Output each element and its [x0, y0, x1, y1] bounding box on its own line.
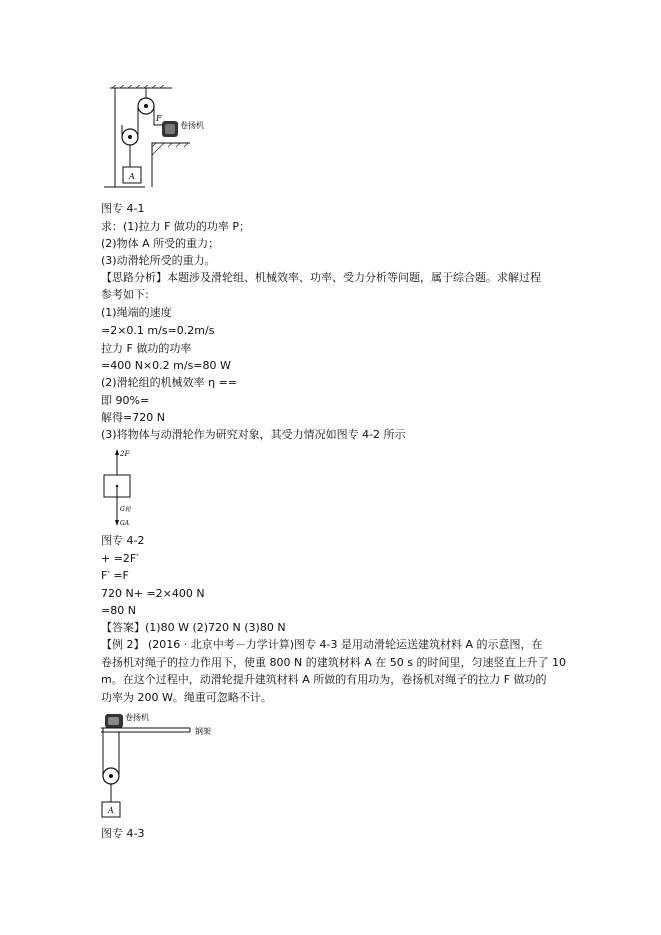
text-line: (2)物体 A 所受的重力； — [101, 237, 220, 250]
text-line: 卷扬机对绳子的拉力作用下，使重 800 N 的建筑材料 A 在 50 s 的时间里，匀速竖直上升了 10 — [101, 656, 566, 669]
label-winch: 卷扬机 — [180, 121, 204, 130]
text-line: + =2F′ — [101, 552, 139, 565]
label-g-a: GA — [120, 520, 130, 527]
text-line: 解得=720 N — [101, 411, 165, 424]
text-line: (2)滑轮组的机械效率 η == — [101, 376, 237, 389]
text-line: 【例 2】 (2016 · 北京中考－力学计算)图专 4-3 是用动滑轮运送建筑材料 A 的示意图，在 — [101, 638, 543, 651]
text-line: 即 90%= — [101, 394, 150, 407]
text-line: =400 N×0.2 m/s=80 W — [101, 359, 231, 372]
text-line: =2×0.1 m/s=0.2m/s — [101, 324, 215, 337]
text-line: (3)动滑轮所受的重力。 — [101, 254, 216, 267]
label-a: A — [108, 806, 114, 815]
text-line: m。在这个过程中，动滑轮提升建筑材料 A 所做的有用功为，卷扬机对绳子的拉力 F 做功的 — [101, 673, 547, 686]
text-line: 【思路分析】本题涉及滑轮组、机械效率、功率、受力分析等问题，属于综合题。求解过程 — [101, 271, 541, 284]
text-line: (1)绳端的速度 — [101, 306, 172, 319]
text-line: =80 N — [101, 604, 136, 617]
figure-force-diagram-4-2 — [100, 447, 160, 532]
caption-figure-4-3: 图专 4-3 — [101, 827, 145, 840]
text-line: 求：(1)拉力 F 做功的功率 P； — [101, 220, 251, 233]
label-a: A — [129, 172, 135, 181]
label-g-wheel: G轮 — [120, 506, 131, 513]
text-line: 拉力 F 做功的功率 — [101, 342, 192, 355]
text-line: 【答案】(1)80 W (2)720 N (3)80 N — [101, 621, 286, 634]
text-line: F′ =F — [101, 569, 129, 582]
label-winch: 卷扬机 — [125, 713, 149, 722]
text-line: (3)将物体与动滑轮作为研究对象，其受力情况如图专 4-2 所示 — [101, 428, 406, 441]
caption-figure-4-1: 图专 4-1 — [101, 202, 145, 215]
text-line: 参考如下: — [101, 288, 149, 301]
caption-figure-4-2: 图专 4-2 — [101, 534, 145, 547]
figure-pulley-system-4-1 — [100, 85, 220, 195]
text-line: 720 N+ =2×400 N — [101, 587, 205, 600]
label-beam: 钢架 — [195, 727, 211, 736]
label-f: F — [156, 114, 162, 123]
label-2f: 2F — [120, 450, 130, 458]
text-line: 功率为 200 W。绳重可忽略不计。 — [101, 691, 272, 704]
figure-moving-pulley-4-3 — [95, 710, 245, 820]
